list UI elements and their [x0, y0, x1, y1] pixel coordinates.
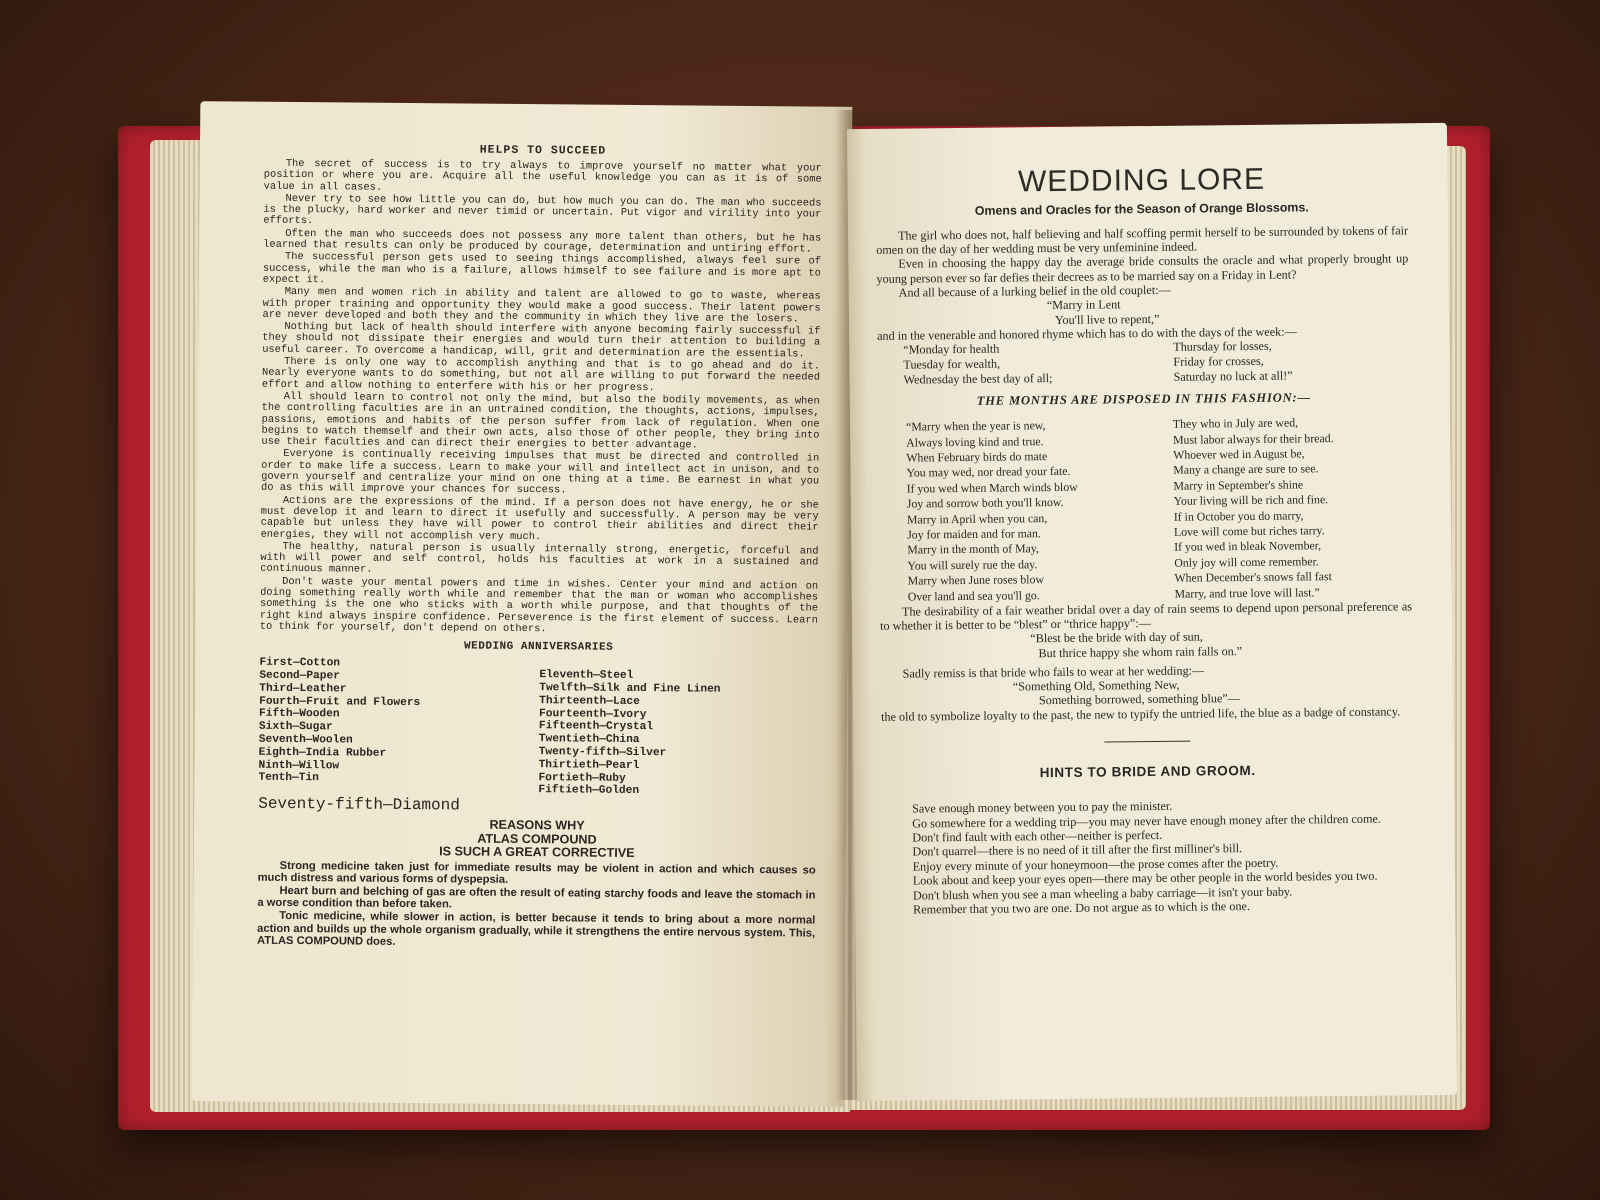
reasons-paragraph: Tonic medicine, while slower in action, is better because it tends to bring about a more normal action and builds up the whole organism gradually, while it strengthens the entire nervous system. This, ATLAS COMPOUND does. [256, 909, 816, 949]
helps-paragraph: There is only one way to accomplish anything and that is to go ahead and do it. Nearly everyone wants to do something, but not all are willing to put forward the needed effort and allow nothing to enterfere with his or her progress. [261, 355, 821, 394]
anniversary-item: Ninth—Willow [258, 759, 340, 772]
months-rhyme-line: Whoever wed in August be, [1173, 446, 1305, 462]
section-divider [1104, 741, 1190, 743]
reasons-paragraph: Heart burn and belching of gas are often the result of eating starchy foods and leave the stomach in a worse condition than before taken. [257, 884, 816, 911]
months-column-1 [878, 417, 1175, 605]
months-rhyme-line: If you wed when March winds blow [906, 479, 1078, 496]
anniversaries-column-2 [538, 659, 799, 799]
something-quote-line-1: “Something Old, Something New, [1012, 677, 1180, 694]
helps-paragraph: Don't waste your mental powers and time in wishes. Center your mind and action on doing something really worth while and remember that the man or woman who accomplishes something is the one who sticks with a worth while purpose, and that thoughts of the right kind always inspire confidence. Perseverence is the first element of success. Learn to think for yourself, don't depend on others. [259, 575, 819, 636]
anniversary-item: Thirtieth—Pearl [538, 758, 640, 772]
reasons-heading-line: REASONS WHY [489, 817, 585, 833]
months-rhyme-line: Marry in September's shine [1173, 477, 1304, 493]
hint-item: Remember that you two are one. Do not argue as to which is the one. [913, 899, 1251, 917]
lent-quote-line-1: “Marry in Lent [1046, 297, 1121, 313]
anniversary-item: Fortieth—Ruby [538, 771, 626, 785]
hint-item: Don't blush when you see a man wheeling a baby carriage—it isn't your baby. [912, 884, 1293, 903]
months-rhyme-line: You may wed, nor dread your fate. [906, 464, 1071, 480]
months-rhyme-line: Many a change are sure to see. [1173, 461, 1319, 478]
hint-item: Enjoy every minute of your honeymoon—the prose comes after the poetry. [912, 855, 1279, 874]
months-rhyme-line: Marry in April when you can, [906, 510, 1048, 527]
anniversary-item: Fifteenth—Crystal [538, 720, 654, 734]
hint-item: Don't quarrel—there is no need of it till after the first milliner's bill. [912, 841, 1243, 859]
days-rhyme-line: Tuesday for wealth, [903, 356, 1001, 372]
intro-paragraph: And all because of a lurking belief in the old couplet:— [898, 282, 1171, 300]
intro-paragraph: Even in choosing the happy day the average bride consults the oracle and what properly brought up young person ever so far defies their decrees as to be married say on a Friday in Lent? [876, 251, 1409, 286]
helps-paragraph: The healthy, natural person is usually internally strong, energetic, forceful and with will power and self control, holds his faculties at work in a sustained and continuous manner. [260, 540, 819, 577]
months-rhyme-line: Marry when June roses blow [907, 572, 1045, 588]
months-rhyme-line: Marry, and true love will last.” [1174, 584, 1320, 601]
blest-quote-line-2: But thrice happy she whom rain falls on.” [1038, 644, 1243, 661]
helps-paragraph: All should learn to control not only the mind, but also the bodily movements, as when the controlling faculties are in an untrained condition, the thoughts, actions, impulses, passions, emotions and habits of the person suffer from lack of regulation. When one begins to watch themself and their own acts, also those of other people, they bring into use their faculties and can direct their energies to better advantage. [261, 390, 820, 452]
days-rhyme-line: Saturday no luck at all!” [1173, 368, 1293, 384]
months-rhyme-line: They who in July are wed, [1172, 415, 1299, 431]
helps-paragraph: Never try to see how little you can do, but how much you can do. The man who succeeds is the plucky, hard worker and never timid or uncertain. Put vigor and virility into your efforts. [263, 192, 822, 228]
helps-paragraph: Nothing but lack of health should interfere with anyone becoming fairly successful if they should not dissipate their energies and would turn their attention to building a useful career. To overcome a handicap, will, grit and determination are the essentials. [262, 321, 821, 361]
days-rhyme-line: Thursday for losses, [1173, 339, 1272, 355]
left-page [192, 101, 853, 1107]
page-subtitle: Omens and Oracles for the Season of Orange Blossoms. [974, 200, 1309, 218]
intro-paragraph: The girl who does not, half believing and half scoffing permit herself to be surrounded by tokens of fair omen on the day of her wedding must be very unfeminine indeed. [876, 223, 1409, 258]
reasons-paragraphs [257, 859, 816, 952]
anniversary-item: Sixth—Sugar [258, 720, 333, 734]
anniversary-item: Eighth—India Rubber [258, 746, 387, 760]
anniversary-item: First—Cotton [259, 656, 341, 670]
anniversary-item: Thirteenth—Lace [539, 694, 640, 708]
anniversary-item: Twenty-fifth—Silver [538, 746, 667, 760]
hint-item: Save enough money between you to pay the minister. [911, 799, 1173, 816]
anniversary-item: Fiftieth—Golden [538, 784, 640, 798]
months-rhyme-line: When February birds do mate [906, 449, 1048, 465]
anniversary-item: Third—Leather [259, 682, 347, 696]
anniversary-diamond: Seventy-fifth—Diamond [258, 794, 460, 815]
months-rhyme-line: “Marry when the year is new, [905, 418, 1046, 434]
page-title: WEDDING LORE [1017, 162, 1266, 199]
anniversary-item: Tenth—Tin [258, 772, 319, 785]
months-rhyme-line: Over land and sea you'll go. [907, 587, 1040, 604]
weather-paragraph: The desirability of a fair weather bridal over a day of rain seems to depend upon personal preference as to whether it is better to be “blest” or “thrice happy”:— [880, 599, 1413, 634]
days-intro: and in the venerable and honored rhyme which has to do with the days of the week:— [877, 324, 1297, 344]
helps-paragraph: Often the man who succeeds does not possess any more talent than others, but he has learned that results can only be produced by courage, determination and untiring effort. [263, 227, 822, 256]
hint-item: Look about and keep your eyes open—there may be other people in the world besides you two. [912, 868, 1378, 888]
months-column-2 [1173, 414, 1412, 601]
months-rhyme-line: You will surely rue the day. [907, 557, 1038, 573]
anniversaries-heading: WEDDING ANNIVERSARIES [464, 640, 614, 654]
months-rhyme [878, 414, 1412, 604]
hints-heading: HINTS TO BRIDE AND GROOM. [1039, 763, 1256, 781]
anniversary-item: Fifth—Wooden [258, 708, 340, 721]
anniversary-item: Seventh—Woolen [258, 733, 353, 747]
months-heading: THE MONTHS ARE DISPOSED IN THIS FASHION:— [976, 390, 1311, 409]
months-rhyme-line: Must labor always for their bread. [1172, 430, 1334, 447]
anniversary-item: Twentieth—China [538, 733, 640, 747]
anniversaries-list [258, 657, 817, 800]
remiss-paragraph: Sadly remiss is that bride who fails to wear at her wedding:— [902, 663, 1205, 681]
hints-list [882, 797, 1415, 918]
months-rhyme-line: Your living will be rich and fine. [1173, 492, 1329, 508]
days-rhyme [877, 338, 1409, 387]
helps-paragraph: The secret of success is to try always to improve yourself no matter what your position or where you are. Acquire all the useful knowledge you can as it is of some value in all cases. [263, 157, 822, 194]
months-rhyme-line: Marry in the month of May, [907, 541, 1040, 557]
reasons-paragraph: Strong medicine taken just for immediate results may be violent in action and which causes so much distress and various forms of dyspepsia. [257, 859, 816, 887]
anniversary-item: Second—Paper [259, 669, 340, 683]
days-rhyme-line: “Monday for health [903, 341, 1000, 357]
months-rhyme-line: If you wed in bleak November, [1174, 538, 1322, 555]
lent-quote-line-2: You'll live to repent,” [1054, 311, 1160, 327]
intro-paragraphs [876, 223, 1409, 300]
anniversary-item: Fourteenth—Ivory [538, 707, 647, 721]
helps-paragraph: Actions are the expressions of the mind. If a person does not have energy, he or she must develop it and learn to direct it usefully and successfully. A person may be very capable but unless they have will power to control their abilities and direct their energies, they will not accomplish very much. [260, 494, 819, 543]
page-header: HELPS TO SUCCEED [479, 143, 607, 158]
helps-paragraph: Many men and women rich in ability and talent are allowed to go to waste, whereas with proper training and opportunity they would make a good success. Their latent powers are never developed and both they and the community in which they live are the losers. [262, 286, 821, 326]
months-rhyme-line: Always loving kind and true. [906, 433, 1044, 450]
anniversaries-column-1 [258, 657, 509, 797]
helps-paragraph: Everyone is continually receiving impulses that must be directed and controlled in order to make life a success. Learn to make your will and intellect act in unison, and to govern yourself and centralize your mind on one thing at a time. Be earnest in what you do as this will improve your chances for success. [260, 448, 820, 497]
days-rhyme-line: Friday for crosses, [1173, 353, 1264, 369]
something-quote-line-2: Something borrowed, something blue”— [1038, 691, 1241, 708]
months-rhyme-line: Only joy will come remember. [1174, 554, 1319, 570]
reasons-heading-line: IS SUCH A GREAT CORRECTIVE [439, 844, 635, 861]
reasons-heading-line: ATLAS COMPOUND [477, 831, 597, 847]
helps-paragraphs [260, 159, 822, 638]
months-rhyme-line: If in October you do marry, [1173, 508, 1304, 524]
months-rhyme-line: Joy for maiden and for man. [907, 526, 1041, 542]
anniversary-item: Eleventh—Steel [539, 669, 634, 683]
hint-item: Don't find fault with each other—neither is perfect. [912, 827, 1163, 845]
symbolize-paragraph: the old to symbolize loyalty to the past, the new to typify the untried life, the blue as a badge of constancy. [881, 704, 1401, 724]
months-rhyme-line: When December's snows fall fast [1174, 569, 1332, 586]
blest-quote-line-1: “Blest be the bride with day of sun, [1030, 629, 1203, 646]
anniversary-item: Twelfth—Silk and Fine Linen [539, 682, 721, 696]
reasons-heading [258, 817, 816, 862]
right-page [847, 123, 1457, 1101]
anniversary-item: Fourth—Fruit and Flowers [259, 695, 421, 709]
months-rhyme-line: Love will come but riches tarry. [1173, 523, 1325, 539]
hint-item: Go somewhere for a wedding trip—you may never have enough money after the children come. [912, 811, 1381, 831]
months-rhyme-line: Joy and sorrow both you'll know. [906, 495, 1064, 511]
days-rhyme-line: Wednesday the best day of all; [903, 370, 1053, 387]
helps-paragraph: The successful person gets used to seeing things accomplished, always feel sure of success, while the man who is a failure, allows himself to see failure and is more apt to expect it. [262, 251, 822, 287]
